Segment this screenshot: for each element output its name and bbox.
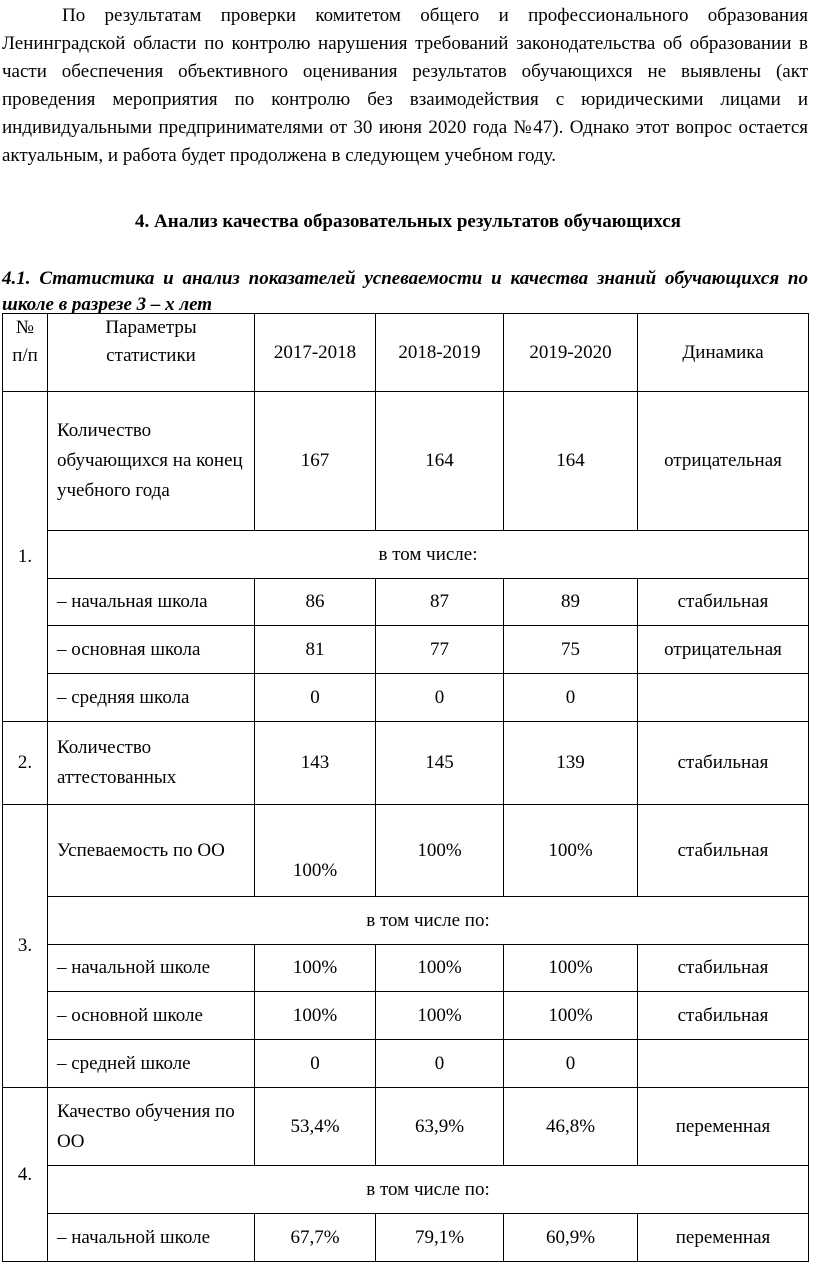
including-label: в том числе: — [48, 531, 809, 579]
cell-value: 145 — [376, 722, 504, 805]
cell-dynamics: переменная — [638, 1088, 809, 1166]
cell-dynamics: стабильная — [638, 945, 809, 992]
cell-dynamics: переменная — [638, 1214, 809, 1262]
cell-value: 77 — [376, 626, 504, 674]
cell-value: 81 — [255, 626, 376, 674]
row-num: 1. — [3, 392, 48, 722]
table-row — [3, 1214, 809, 1262]
row-param: – начальная школа — [48, 579, 255, 626]
cell-dynamics — [638, 674, 809, 722]
table-header-row — [3, 314, 809, 392]
cell-value: 0 — [504, 674, 638, 722]
cell-value: 0 — [376, 1040, 504, 1088]
cell-value: 53,4% — [255, 1088, 376, 1166]
header-num-line2: п/п — [12, 345, 38, 366]
table-row — [3, 674, 809, 722]
statistics-table — [2, 313, 809, 1262]
cell-value: 86 — [255, 579, 376, 626]
section-title: 4. Анализ качества образовательных результатов обучающихся — [135, 211, 681, 232]
row-param: – основная школа — [48, 626, 255, 674]
row-param: – средняя школа — [48, 674, 255, 722]
cell-dynamics: стабильная — [638, 579, 809, 626]
cell-value: 0 — [255, 1040, 376, 1088]
including-label: в том числе по: — [48, 897, 809, 945]
intro-paragraph — [2, 2, 808, 169]
header-dynamics: Динамика — [638, 314, 809, 392]
cell-value: 75 — [504, 626, 638, 674]
cell-value: 164 — [504, 392, 638, 531]
cell-value: 100% — [504, 945, 638, 992]
table-row — [3, 392, 809, 531]
row-param: Качество обучения по ОО — [48, 1088, 255, 1166]
header-year-1: 2017-2018 — [255, 314, 376, 392]
cell-value: 100% — [504, 992, 638, 1040]
row-param: – средней школе — [48, 1040, 255, 1088]
cell-dynamics: отрицательная — [638, 626, 809, 674]
cell-value: 89 — [504, 579, 638, 626]
header-param — [48, 314, 255, 392]
table-row — [3, 531, 809, 579]
cell-value: 0 — [376, 674, 504, 722]
cell-value: 60,9% — [504, 1214, 638, 1262]
table-row — [3, 992, 809, 1040]
header-param-line2: статистики — [106, 345, 196, 366]
header-param-line1: Параметры — [105, 317, 197, 338]
cell-value: 87 — [376, 579, 504, 626]
cell-value: 0 — [255, 674, 376, 722]
cell-value: 100% — [376, 992, 504, 1040]
row-param: – начальной школе — [48, 945, 255, 992]
cell-value: 100% — [504, 805, 638, 897]
cell-value: 167 — [255, 392, 376, 531]
table-row — [3, 897, 809, 945]
cell-value: 0 — [504, 1040, 638, 1088]
cell-value: 143 — [255, 722, 376, 805]
cell-value: 79,1% — [376, 1214, 504, 1262]
row-param: – начальной школе — [48, 1214, 255, 1262]
subsection-title: 4.1. Статистика и анализ показателей успеваемости и качества знаний обучающихся по школе в разрезе 3 – х лет — [2, 268, 808, 315]
cell-dynamics: стабильная — [638, 992, 809, 1040]
cell-dynamics: стабильная — [638, 805, 809, 897]
table-row — [3, 1166, 809, 1214]
header-num-line1: № — [15, 317, 35, 338]
cell-dynamics: стабильная — [638, 722, 809, 805]
header-year-2: 2018-2019 — [376, 314, 504, 392]
header-year-3: 2019-2020 — [504, 314, 638, 392]
cell-value: 63,9% — [376, 1088, 504, 1166]
cell-value: 46,8% — [504, 1088, 638, 1166]
row-param: Количество аттестованных — [48, 722, 255, 805]
table-row — [3, 722, 809, 805]
cell-value: 100% — [255, 945, 376, 992]
cell-value: 100% — [376, 805, 504, 897]
cell-value: 67,7% — [255, 1214, 376, 1262]
cell-value: 164 — [376, 392, 504, 531]
cell-value: 100% — [255, 805, 376, 897]
table-row — [3, 1088, 809, 1166]
table-row — [3, 626, 809, 674]
row-num: 4. — [3, 1088, 48, 1262]
table-row — [3, 945, 809, 992]
table-row — [3, 1040, 809, 1088]
intro-text: По результатам проверки комитетом общего и профессионального образования Ленинградской области по контролю нарушения требований законодательства об образовании в части обеспечения объективного оценивания результатов обучающихся не выявлены (акт проведения мероприятия по контролю без взаимодействия с юридическими лицами и индивидуальными предпринимателями от 30 июня 2020 года №47). Однако этот вопрос остается актуальным, и работа будет продолжена в следующем учебном году. — [2, 5, 808, 166]
row-param: Успеваемость по ОО — [48, 805, 255, 897]
including-label: в том числе по: — [48, 1166, 809, 1214]
cell-value: 100% — [255, 992, 376, 1040]
cell-dynamics: отрицательная — [638, 392, 809, 531]
table-row — [3, 805, 809, 897]
cell-value: 100% — [376, 945, 504, 992]
row-num: 3. — [3, 805, 48, 1088]
row-num: 2. — [3, 722, 48, 805]
table-row — [3, 579, 809, 626]
row-param: Количество обучающихся на конец учебного года — [48, 392, 255, 531]
cell-dynamics — [638, 1040, 809, 1088]
row-param: – основной школе — [48, 992, 255, 1040]
cell-value: 139 — [504, 722, 638, 805]
header-num — [3, 314, 48, 392]
